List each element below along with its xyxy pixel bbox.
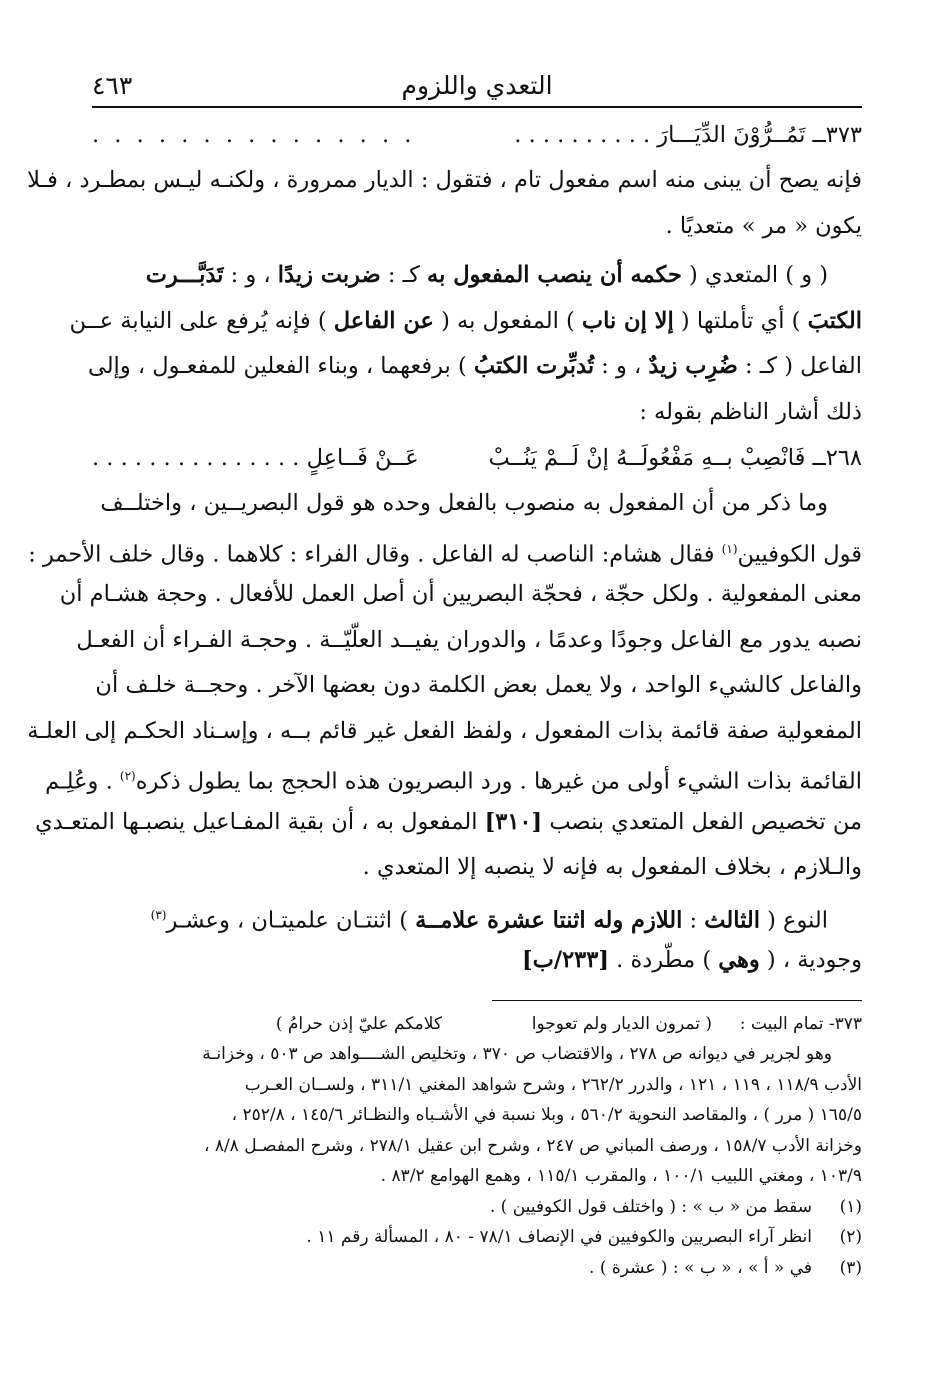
text-line: يكون « مر » متعديًا . bbox=[665, 212, 862, 239]
text-line: والفاعل كالشيء الواحد ، ولا يعمل بعض الكلمة دون بعضها الآخر . وحجــة خلـف أن bbox=[95, 672, 862, 698]
text-run: ) برفعهما ، وبناء الفعلين للمفعـول ، وإلى bbox=[87, 353, 474, 379]
footnote-line: وخزانة الأدب ١٥٨/٧ ، ورصف المباني ص ٢٤٧ ، وشرح ابن عقيل ٢٧٨/١ ، وشرح المفصـل ٨/٨ ، bbox=[203, 1135, 862, 1156]
footnote-ref-3[interactable]: (٣) bbox=[150, 907, 167, 922]
text-run: من تخصيص الفعل المتعدي بنصب bbox=[542, 808, 862, 835]
verse-note-second-hemistich: كلامكم عليّ إذن حرامُ ) bbox=[275, 1013, 442, 1034]
footnote-number: (٢) bbox=[839, 1227, 862, 1247]
paragraph-2 bbox=[69, 253, 862, 435]
paragraph-4 bbox=[92, 893, 862, 984]
text-run: ) فإنه يُرفع على النيابة عــن bbox=[69, 307, 334, 334]
bold-run: وهي bbox=[718, 947, 760, 973]
bold-run: إلا إن ناب bbox=[581, 307, 674, 334]
text-line: نصبه يدور مع الفاعل وجودًا وعدمًا ، والدوران يفيــد العلّيّــة . وحجـة الفـراء أن الفعـل bbox=[76, 626, 862, 653]
bold-run: الكتبَ bbox=[807, 307, 862, 334]
text-run: ( و ) المتعدي ( bbox=[681, 262, 828, 288]
verse-268 bbox=[92, 435, 862, 481]
text-run: وجودية ، ( bbox=[759, 947, 862, 973]
footnote-line: ١٠٣/٩ ، ومغني اللبيب ١٠٠/١ ، والمقرب ١١٥/١ ، وهمع الهوامع ٨٣/٢ . bbox=[380, 1166, 862, 1186]
footnote-label: ٣٧٣- تمام البيت : bbox=[739, 1013, 862, 1034]
text-line: معنى المفعولية . ولكل حجّة ، فحجّة البصريين أن أصل العمل للأفعال . وحجة هشـام أن bbox=[59, 581, 862, 607]
text-run: : bbox=[682, 907, 705, 933]
footnote-1 bbox=[92, 1192, 862, 1223]
text-line bbox=[35, 800, 862, 846]
footnote-text: في « أ » ، « ب » : ( عشرة ) . bbox=[589, 1257, 812, 1278]
text-line: والـلازم ، بخلاف المفعول به فإنه لا ينصبه إلا المتعدي . bbox=[362, 854, 862, 880]
footnote-line: وهو لجرير في ديوانه ص ٢٧٨ ، والاقتضاب ص ٣٧٠ ، وتخليص الشــــواهد ص ٥٠٣ ، وخزانـة bbox=[202, 1044, 832, 1064]
verse-first-hemistich: ٣٧٣ــ تَمُــرُّوْنَ الدِّيَـــارَ . . . . . . . . . . bbox=[514, 122, 862, 148]
bold-run: تُدبِّرت الكتبُ bbox=[473, 353, 595, 379]
footnote-ref-1[interactable]: (١) bbox=[721, 541, 738, 556]
text-run: ) أي تأملتها ( bbox=[673, 307, 808, 334]
footnote-3 bbox=[92, 1253, 862, 1284]
verse-first-hemistich: ٢٦٨ــ فَانْصِبْ بــهِ مَفْعُولَــهُ إنْ لَــمْ يَنُــبْ bbox=[488, 445, 862, 471]
text-line bbox=[28, 527, 862, 573]
text-run: ) المفعول به ( bbox=[433, 307, 582, 334]
bold-run: عن الفاعل bbox=[333, 307, 434, 334]
text-line: ذلك أشار الناظم بقوله : bbox=[639, 398, 862, 425]
manuscript-ref: [٣١٠] bbox=[484, 808, 543, 835]
text-line: المفعولية صفة قائمة بذات المفعول ، ولفظ الفعل غير قائم بــه ، وإسـناد الحكـم إلى العلـة bbox=[27, 717, 862, 744]
text-line bbox=[87, 344, 862, 390]
bold-run: ضربت زيدًا bbox=[277, 262, 381, 288]
footnotes bbox=[92, 1009, 862, 1284]
paragraph-3 bbox=[27, 481, 862, 891]
verse-second-hemistich: عَــنْ فَــاعِلٍ . . . . . . . . . . . . . . . bbox=[92, 445, 419, 471]
text-line bbox=[92, 893, 862, 939]
text-line bbox=[92, 253, 862, 299]
footnote-separator bbox=[492, 1000, 862, 1001]
bold-run: الثالث bbox=[704, 907, 760, 933]
verse-footnote bbox=[92, 1009, 862, 1040]
verse-373 bbox=[92, 112, 862, 158]
chapter-title: التعدي واللزوم bbox=[401, 71, 553, 100]
footnote-number: (١) bbox=[839, 1196, 862, 1217]
text-run: الفاعل ( كـ : bbox=[737, 353, 862, 379]
text-run: ، و : bbox=[594, 353, 649, 379]
text-run: ) مطّردة . bbox=[608, 947, 719, 973]
footnote-line: الأدب ١١٨/٩ ، ١١٩ ، ١٢١ ، والدرر ٢٦٢/٢ ، وشرح شواهد المغني ٣١١/١ ، ولســان العـرب bbox=[244, 1074, 862, 1095]
page-header bbox=[92, 68, 862, 108]
text-line bbox=[92, 938, 862, 984]
text-run: النوع ( bbox=[759, 907, 828, 933]
page-number: ٤٦٣ bbox=[92, 71, 133, 100]
bold-run: حكمه أن ينصب المفعول به bbox=[427, 262, 682, 288]
footnote-text: سقط من « ب » : ( واختلف قول الكوفيين ) . bbox=[489, 1196, 812, 1217]
text-run: ) اثنتـان علميتـان ، وعشـر bbox=[166, 907, 416, 933]
bold-run: اللازم وله اثنتا عشرة علامــة bbox=[415, 907, 683, 933]
verse-note-first-hemistich: ( تمرون الديار ولم تعوجوا bbox=[531, 1013, 712, 1034]
text-line: فإنه يصح أن يبنى منه اسم مفعول تام ، فتقول : الديار ممرورة ، ولكنـه ليـس بمطـرد ، فـلا bbox=[27, 167, 862, 193]
bold-run: تَدَبَّـــرت bbox=[145, 262, 224, 288]
text-run: كـ : bbox=[380, 262, 428, 288]
text-run: ، و : bbox=[223, 262, 278, 288]
bold-run: ضُرِب زيدٌ bbox=[648, 353, 738, 379]
verse-second-hemistich: . . . . . . . . . . . . . . . bbox=[92, 122, 416, 148]
footnote-text: انظر آراء البصريين والكوفيين في الإنصاف ٧٨/١ - ٨٠ ، المسألة رقم ١١ . bbox=[306, 1227, 812, 1247]
text-line bbox=[45, 754, 862, 800]
text-run: قول الكوفيين bbox=[737, 541, 862, 567]
manuscript-ref: [٢٣٣/ب] bbox=[522, 947, 609, 973]
text-line: وما ذكر من أن المفعول به منصوب بالفعل وحده هو قول البصريــين ، واختلــف bbox=[100, 490, 828, 516]
footnote-2 bbox=[92, 1222, 862, 1253]
text-run: المفعول به ، أن بقية المفـاعيل ينصبـها المتعـدي bbox=[35, 808, 485, 835]
main-text bbox=[27, 112, 862, 984]
text-run: القائمة بذات الشيء أولى من غيرها . ورد البصريون هذه الحجج بما يطول ذكره bbox=[135, 768, 862, 795]
footnote-number: (٣) bbox=[839, 1257, 862, 1278]
footnote-ref-2[interactable]: (٢) bbox=[119, 769, 136, 783]
footnote-line: ١٦٥/٥ ( مرر ) ، والمقاصد النحوية ٥٦٠/٢ ، وبلا نسبة في الأشـباه والنظـائر ١٤٥/٦ ، ٢٥٢/٨ ، bbox=[231, 1105, 862, 1125]
book-page bbox=[27, 68, 862, 1283]
text-run: فقال هشام: الناصب له الفاعل . وقال الفراء : كلاهما . وقال خلف الأحمر : bbox=[28, 541, 722, 567]
text-run: . وعُلِـم bbox=[45, 768, 120, 795]
paragraph-1 bbox=[27, 158, 862, 249]
text-line bbox=[69, 299, 862, 345]
